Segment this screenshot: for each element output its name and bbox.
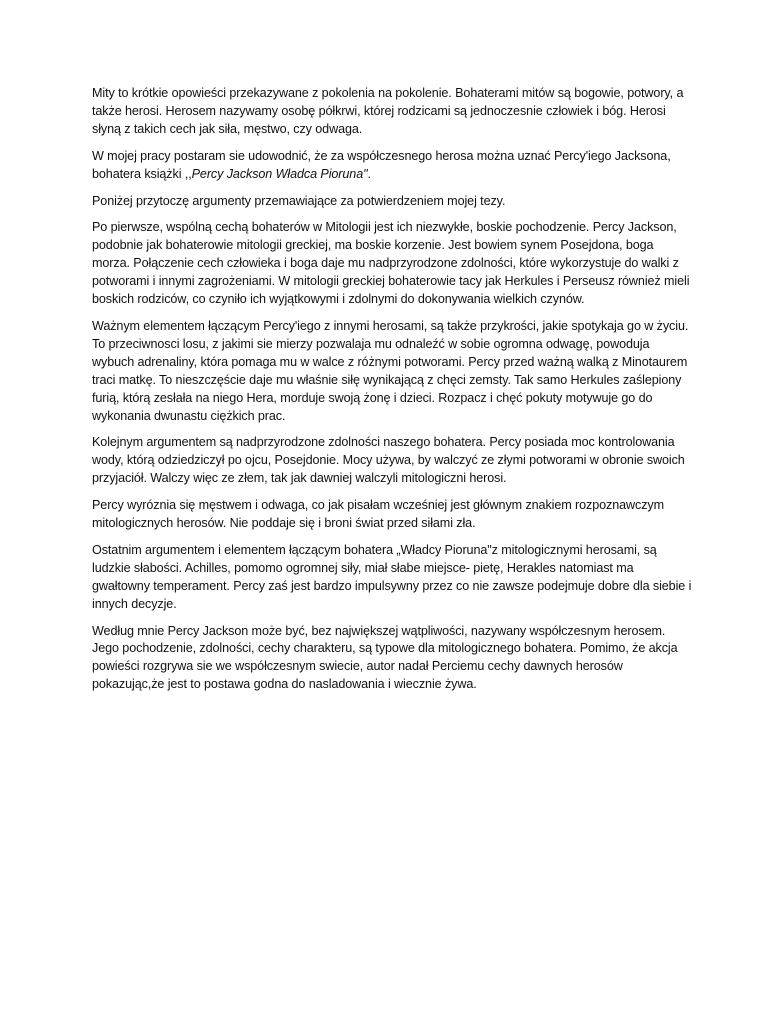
thesis-tail: . [367,166,371,181]
paragraph-arguments-intro: Poniżej przytoczę argumenty przemawiające za potwierdzeniem mojej tezy. [92,193,506,208]
paragraph-powers: Kolejnym argumentem są nadprzyrodzone zdolności naszego bohatera. Percy posiada moc kontrolowania wody, którą odziedziczył po ojcu, Posejdonie. Mocy używa, by walczyć ze złymi potworami w obronie swoich przyjaciół. Walczy więc ze złem, tak jak dawniej walczyli mitologiczni herosi. [92,435,685,486]
thesis-lead: W mojej pracy postaram sie udowodnić, że za współczesnego herosa można uznać Percy'iego Jacksona, bohatera książki [92,148,671,181]
paragraph-thesis [92,148,692,184]
thesis-quote-open: ,, [184,166,192,181]
document-page [92,85,692,703]
paragraph-intro: Mity to krótkie opowieści przekazywane z pokolenia na pokolenie. Bohaterami mitów są bogowie, potwory, a także herosi. Herosem nazywamy osobę półkrwi, której rodzicami są jednoczesnie człowiek i bóg. Herosi słyną z takich cech jak siła, męstwo, czy odwaga. [92,86,684,136]
book-title: Percy Jackson Władca Pioruna" [191,166,368,181]
paragraph-divine-origin: Po pierwsze, wspólną cechą bohaterów w Mitologii jest ich niezwykłe, boskie pochodzenie. Percy Jackson, podobnie jak bohaterowie mitologii greckiej, ma boskie korzenie. Jest bowiem synem Posejdona, boga morza. Połączenie cech człowieka i boga daje mu nadprzyrodzone zdolności, które wykorzystuje do walki z potworami i innymi zagrożeniami. W mitologii greckiej bohaterowie tacy jak Herkules i Perseusz również mieli boskich rodziców, co czyniło ich wyjątkowymi i zdolnymi do dokonywania wielkich czynów. [92,220,690,307]
paragraph-hardships: Ważnym elementem łączącym Percy'iego z innymi herosami, są także przykrości, jakie spotykaja go w życiu. To przeciwnosci losu, z jakimi sie mierzy pozwalaja mu odnaleźć w sobie ogromna odwagę, powoduja wybuch adrenaliny, która pomaga mu w walce z różnymi potworami. Percy przed ważną walką z Minotaurem traci matkę. To nieszczęście daje mu właśnie siłę wynikającą z chęci zemsty. Tak samo Herkules zaślepiony furią, którą zesłała na niego Hera, morduje swoją żonę i dzieci. Rozpacz i chęć pokuty motywuje go do wykonania dwunastu ciężkich prac. [92,318,689,423]
paragraph-courage: Percy wyróznia się męstwem i odwaga, co jak pisałam wcześniej jest głównym znakiem rozpoznawczym mitologicznych herosów. Nie poddaje się i broni świat przed siłami zła. [92,498,665,531]
paragraph-weaknesses: Ostatnim argumentem i elementem łączącym bohatera „Władcy Pioruna"z mitologicznymi herosami, są ludzkie słabości. Achilles, pomomo ogromnej siły, miał słabe miejsce- pietę, Herakles natomiast ma gwałtowny temperament. Percy zaś jest bardzo impulsywny przez co nie zawsze podejmuje dobre dla siebie i innych decyzje. [92,542,692,611]
paragraph-conclusion: Według mnie Percy Jackson może być, bez największej wątpliwości, nazywany współczesnym herosem. Jego pochodzenie, zdolności, cechy charakteru, są typowe dla mitologicznego bohatera. Pomimo, że akcja powieści rozgrywa sie we współczesnym swiecie, autor nadał Perciemu cechy dawnych herosów pokazując,że jest to postawa godna do nasladowania i wiecznie żywa. [92,623,678,692]
